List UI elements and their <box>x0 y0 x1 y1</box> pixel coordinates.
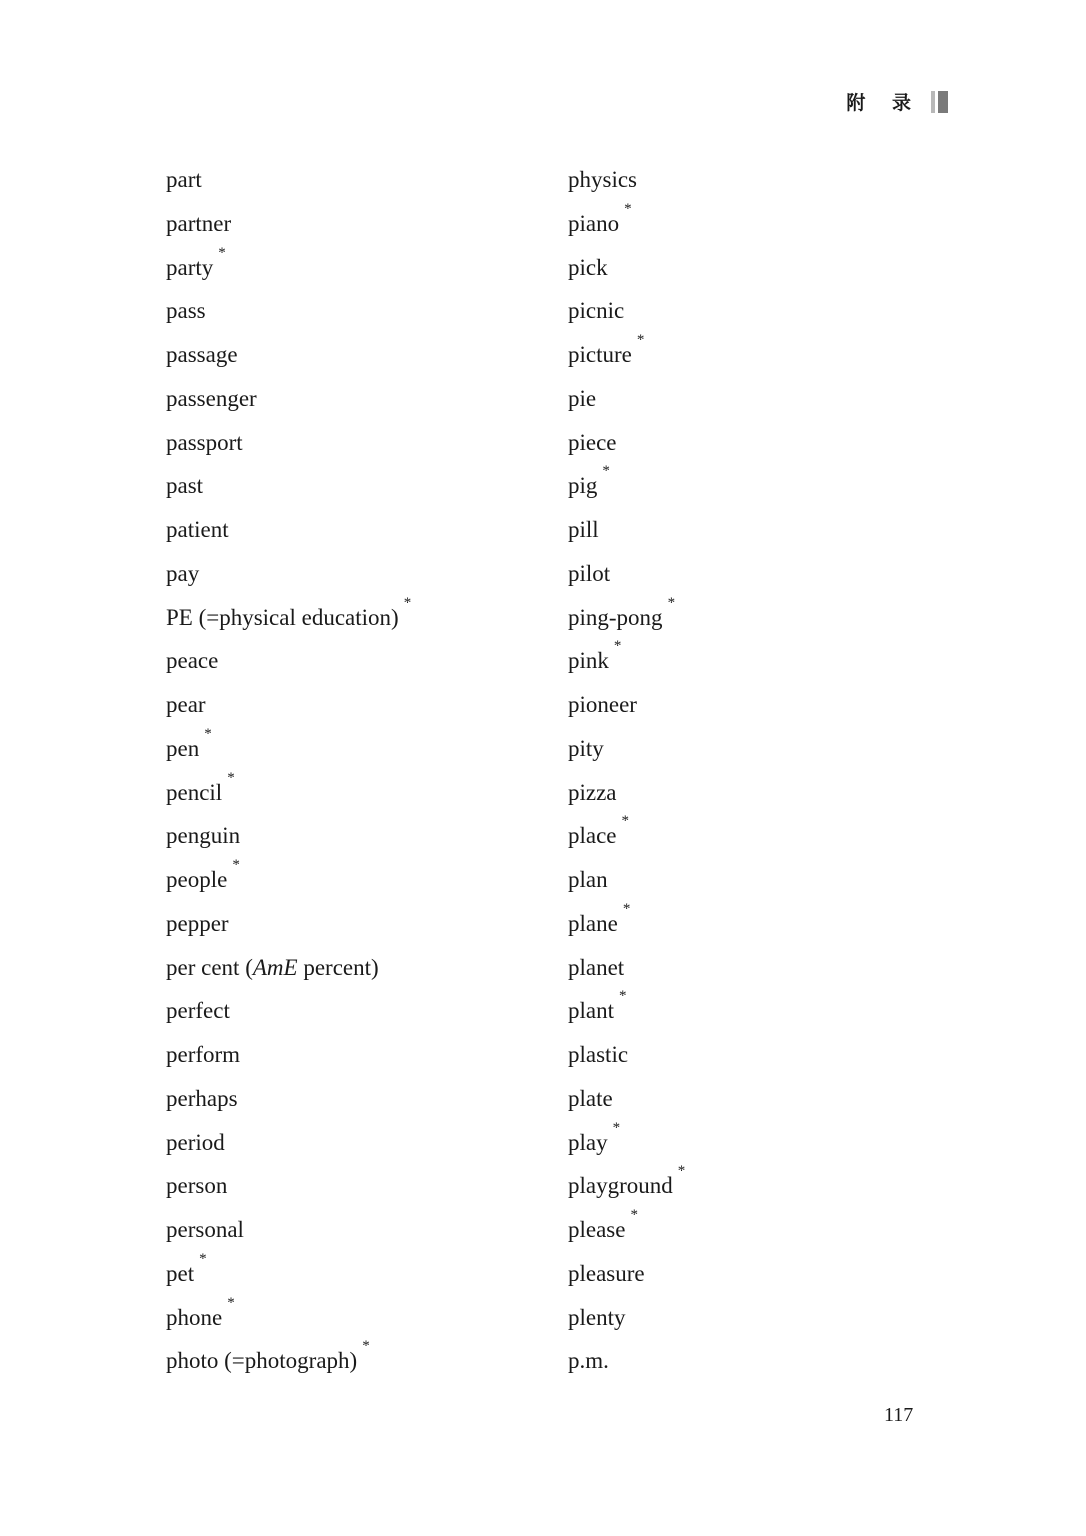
note-italic: AmE <box>252 954 298 980</box>
word-entry <box>166 464 411 508</box>
word-entry <box>568 1121 685 1165</box>
star-mark: * <box>621 813 630 830</box>
word-text: per cent <box>166 954 240 980</box>
section-title: 附 录 <box>846 92 921 114</box>
word-text: pig <box>568 473 598 499</box>
word-text: playground <box>568 1173 673 1199</box>
word-text: plastic <box>568 1042 629 1067</box>
word-entry <box>568 421 685 465</box>
word-entry <box>166 727 411 771</box>
note-rest: percent) <box>297 954 379 980</box>
word-text: pepper <box>166 910 229 936</box>
word-variant-note <box>245 955 378 980</box>
star-mark: * <box>622 900 631 917</box>
word-text: pick <box>568 254 608 280</box>
word-text: perform <box>166 1042 241 1067</box>
star-mark: * <box>612 1119 621 1136</box>
word-text: personal <box>166 1217 244 1242</box>
header-bar-thin <box>931 91 935 113</box>
star-mark: * <box>403 594 412 611</box>
word-entry <box>568 202 685 246</box>
word-entry <box>166 989 411 1033</box>
word-text: plenty <box>568 1304 626 1330</box>
word-entry <box>568 902 685 946</box>
word-entry <box>166 771 411 815</box>
word-text: play <box>568 1129 608 1155</box>
word-text: picnic <box>568 298 625 324</box>
word-list-left-column <box>166 158 411 1383</box>
word-entry <box>568 596 685 640</box>
word-entry <box>568 683 685 727</box>
star-mark: * <box>227 769 235 786</box>
word-text: pity <box>568 735 604 761</box>
word-entry <box>166 158 411 202</box>
word-text: piano <box>568 210 620 236</box>
word-entry <box>568 246 685 290</box>
word-text: party <box>166 254 214 280</box>
running-header <box>846 88 948 115</box>
word-text: pear <box>166 692 206 717</box>
word-entry <box>166 1121 411 1165</box>
word-entry <box>568 639 685 683</box>
word-text: PE (=physical education) <box>166 604 399 630</box>
word-entry <box>568 1339 685 1383</box>
word-text: pleasure <box>568 1260 645 1286</box>
star-mark: * <box>218 244 226 261</box>
word-entry <box>166 552 411 596</box>
word-entry <box>166 377 411 421</box>
word-entry <box>166 1339 411 1383</box>
word-text: place <box>568 823 617 849</box>
word-text: physics <box>568 167 637 192</box>
word-text: plant <box>568 998 614 1024</box>
page-number: 117 <box>884 1404 914 1426</box>
header-bar-thick <box>938 91 948 113</box>
word-entry <box>166 858 411 902</box>
word-text: picture <box>568 342 632 367</box>
word-text: partner <box>166 210 232 236</box>
word-list-right-column <box>568 158 685 1383</box>
star-mark: * <box>630 1207 638 1223</box>
word-text: perfect <box>166 998 230 1024</box>
word-text: patient <box>166 517 229 542</box>
word-entry <box>568 727 685 771</box>
word-entry <box>568 989 685 1033</box>
word-text: pilot <box>568 560 611 586</box>
word-text: plate <box>568 1085 613 1111</box>
word-text: pie <box>568 385 597 411</box>
star-mark: * <box>667 594 676 611</box>
word-text: passport <box>166 429 243 455</box>
star-mark: * <box>624 200 632 217</box>
word-text: penguin <box>166 823 241 849</box>
word-text: plan <box>568 867 608 892</box>
word-text: p.m. <box>568 1348 609 1374</box>
word-text: part <box>166 167 202 192</box>
star-mark: * <box>199 1250 207 1267</box>
star-mark: * <box>362 1338 370 1355</box>
word-text: pet <box>166 1260 195 1286</box>
word-entry <box>166 1164 411 1208</box>
word-entry <box>166 289 411 333</box>
word-entry <box>166 946 411 990</box>
word-entry <box>166 246 411 290</box>
word-text: pencil <box>166 779 223 805</box>
word-text: pizza <box>568 779 617 805</box>
word-entry <box>166 814 411 858</box>
star-mark: * <box>677 1163 686 1180</box>
word-entry <box>568 1208 685 1252</box>
word-text: person <box>166 1173 228 1199</box>
word-entry <box>166 508 411 552</box>
word-text: passage <box>166 342 238 367</box>
word-text: pen <box>166 735 200 761</box>
word-entry <box>568 1164 685 1208</box>
word-entry <box>568 289 685 333</box>
word-text: please <box>568 1217 626 1242</box>
word-entry <box>568 333 685 377</box>
word-entry <box>166 421 411 465</box>
word-entry <box>166 1296 411 1340</box>
word-text: pioneer <box>568 692 637 717</box>
word-entry <box>568 1033 685 1077</box>
word-entry <box>166 333 411 377</box>
header-decoration <box>931 91 948 113</box>
word-text: plane <box>568 910 618 936</box>
star-mark: * <box>602 463 610 480</box>
word-text: passenger <box>166 385 257 411</box>
word-entry <box>166 1033 411 1077</box>
word-text: piece <box>568 429 617 455</box>
star-mark: * <box>232 857 240 873</box>
word-text: pass <box>166 298 206 324</box>
word-entry <box>568 1296 685 1340</box>
star-mark: * <box>636 332 645 348</box>
word-text: ping-pong <box>568 604 663 630</box>
note-prefix: ( <box>245 954 253 980</box>
word-text: peace <box>166 648 219 674</box>
word-text: perhaps <box>166 1085 238 1111</box>
word-text: period <box>166 1129 225 1155</box>
word-text: people <box>166 867 228 892</box>
word-entry <box>568 377 685 421</box>
word-text: phone <box>166 1304 223 1330</box>
word-text: photo (=photograph) <box>166 1348 358 1374</box>
word-entry <box>568 946 685 990</box>
word-entry <box>166 1252 411 1296</box>
word-entry <box>568 1077 685 1121</box>
word-entry <box>166 639 411 683</box>
word-entry <box>568 814 685 858</box>
star-mark: * <box>619 988 627 1005</box>
word-text: pink <box>568 648 609 674</box>
star-mark: * <box>613 638 622 655</box>
star-mark: * <box>204 725 212 742</box>
word-entry <box>166 202 411 246</box>
word-text: pay <box>166 560 200 586</box>
word-entry <box>166 1077 411 1121</box>
word-entry <box>568 1252 685 1296</box>
word-entry <box>568 464 685 508</box>
word-entry <box>166 596 411 640</box>
word-text: planet <box>568 954 625 980</box>
word-entry <box>568 508 685 552</box>
word-entry <box>166 902 411 946</box>
star-mark: * <box>227 1294 235 1311</box>
word-text: past <box>166 473 204 499</box>
word-entry <box>166 683 411 727</box>
word-text: pill <box>568 517 599 542</box>
